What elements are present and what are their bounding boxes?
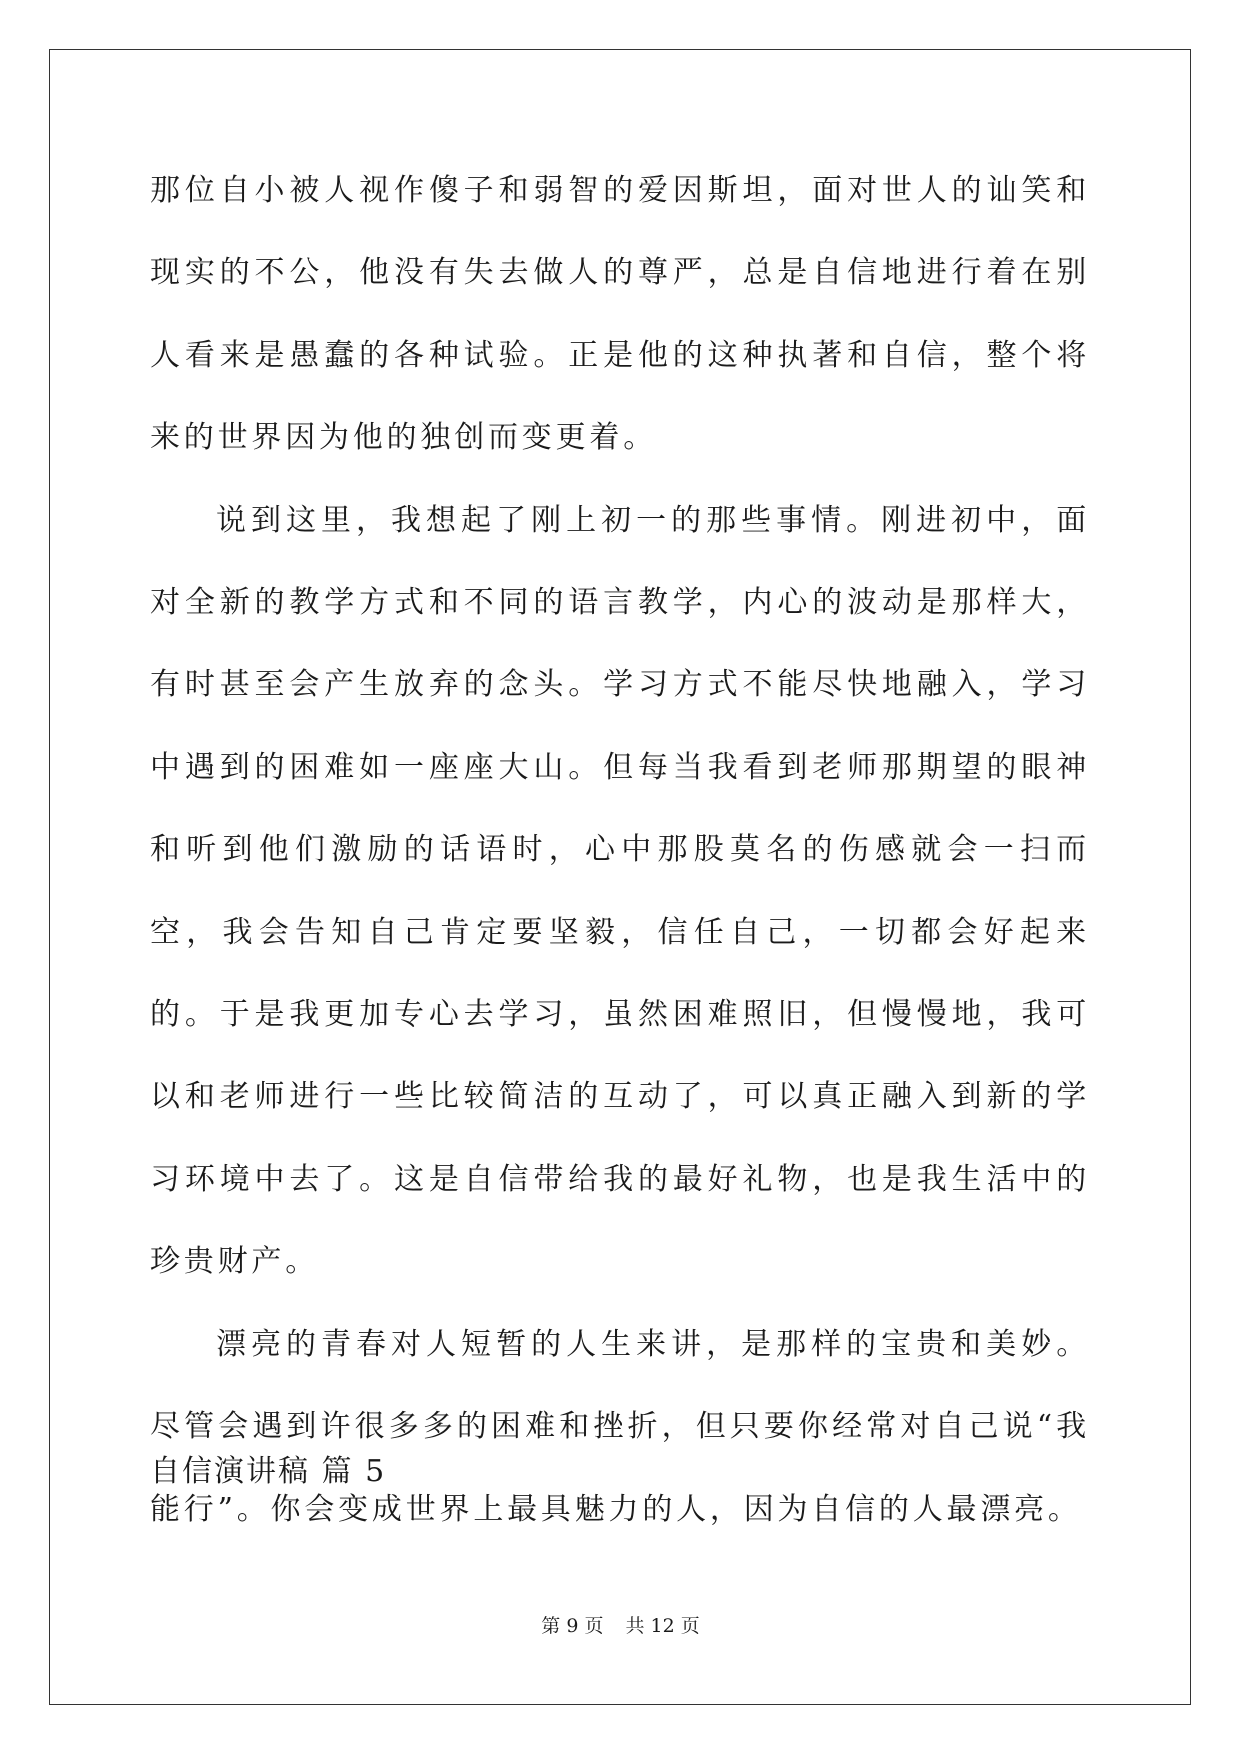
page-number-current: 第 9 页: [541, 1615, 604, 1637]
paragraph-1: 那位自小被人视作傻子和弱智的爱因斯坦，面对世人的讪笑和现实的不公，他没有失去做人的尊严，总是自信地进行着在别人看来是愚蠢的各种试验。正是他的这种执著和自信，整个将来的世界因为他的独创而变更着。: [150, 173, 1090, 456]
document-body: [150, 150, 1090, 1551]
section-heading: 自信演讲稿 篇 5: [150, 1454, 387, 1489]
page-number-total: 共 12 页: [625, 1615, 700, 1637]
paragraph-3: 漂亮的青春对人短暂的人生来讲，是那样的宝贵和美妙。尽管会遇到许很多多的困难和挫折，但只要你经常对自己说“我能行”。你会变成世界上最具魅力的人，因为自信的人最漂亮。: [150, 1326, 1090, 1527]
page-footer: [0, 1614, 1241, 1638]
paragraph-2: 说到这里，我想起了刚上初一的那些事情。刚进初中，面对全新的教学方式和不同的语言教学，内心的波动是那样大，有时甚至会产生放弃的念头。学习方式不能尽快地融入，学习中遇到的困难如一座座大山。但每当我看到老师那期望的眼神和听到他们激励的话语时，心中那股莫名的伤感就会一扫而空，我会告知自己肯定要坚毅，信任自己，一切都会好起来的。于是我更加专心去学习，虽然困难照旧，但慢慢地，我可以和老师进行一些比较简洁的互动了，可以真正融入到新的学习环境中去了。这是自信带给我的最好礼物，也是我生活中的珍贵财产。: [150, 502, 1090, 1280]
